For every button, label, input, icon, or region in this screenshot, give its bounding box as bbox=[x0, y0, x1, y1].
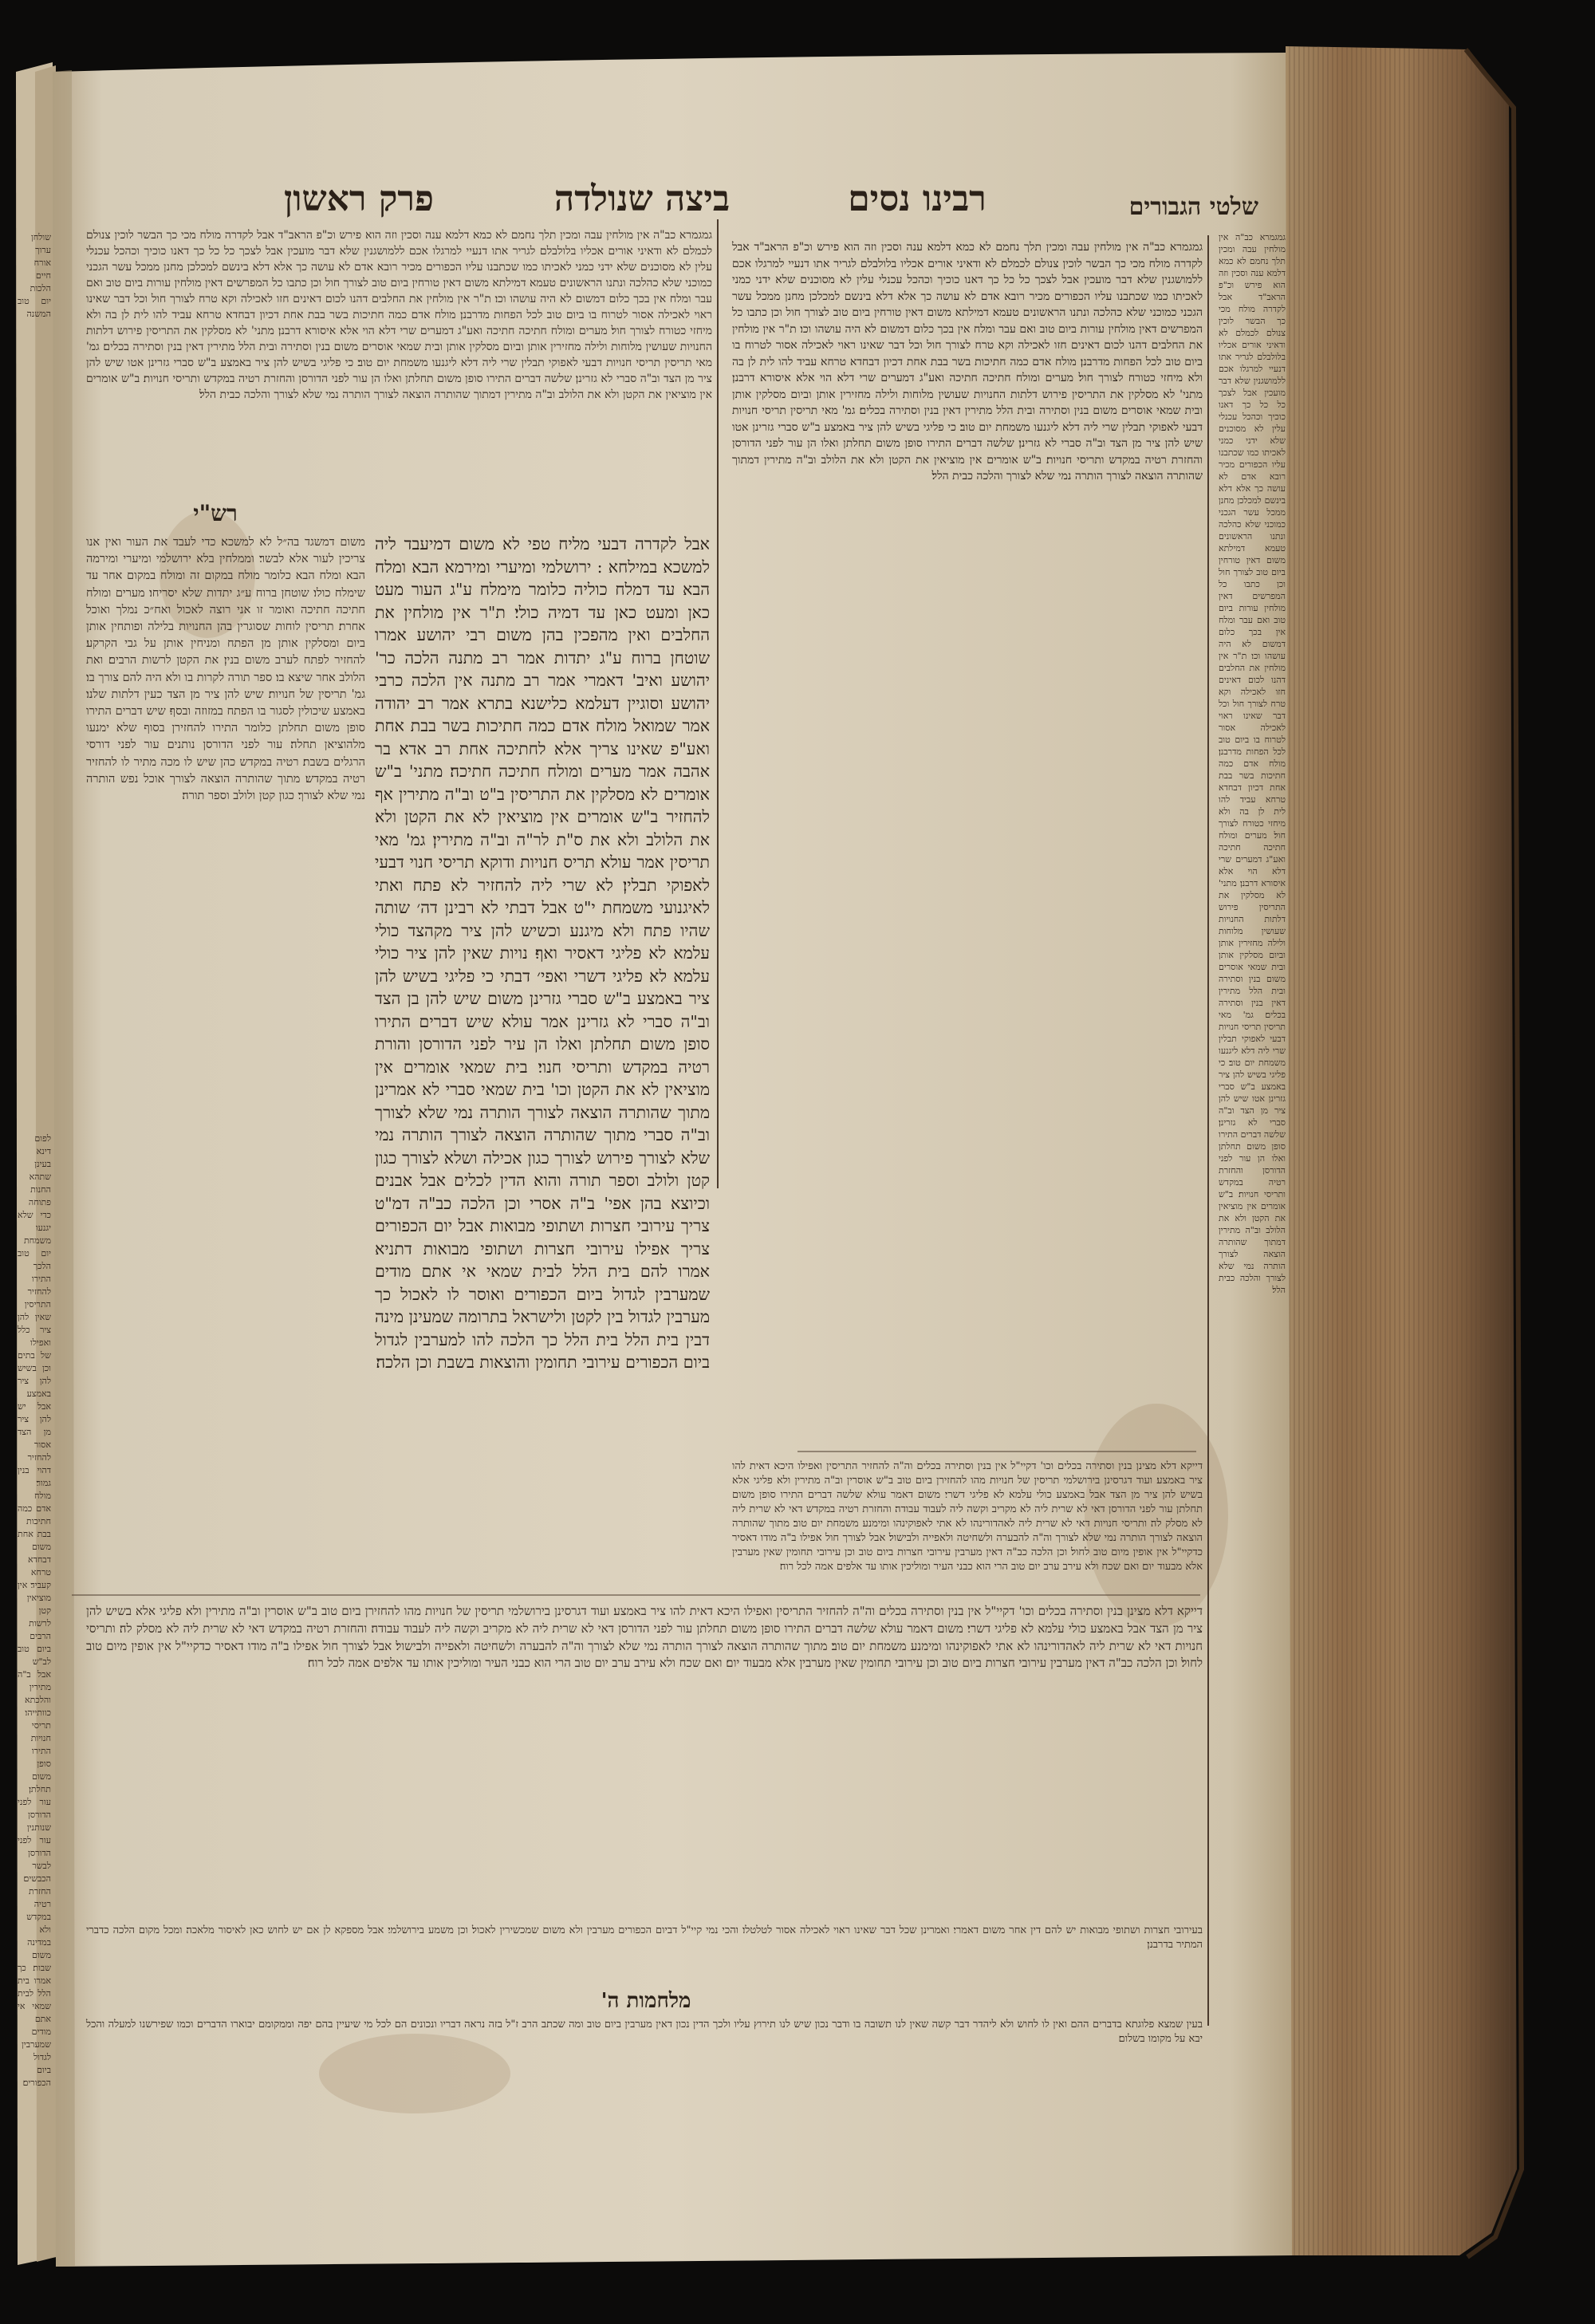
running-head-left: פרק ראשון bbox=[284, 179, 434, 219]
running-head-center-1: רבינו נסים bbox=[848, 179, 987, 219]
bottom-commentary-block: דייקא דלא מצינן בנין וסתירה בכלים וכו' דקיי"ל אין בנין וסתירה בכלים וה"ה להחזיר התריסין ואפילו היכא דאית להו ציר באמצע׃ ועוד דגרסינן בירושלמי תריסין של חנויות מהו להחזירן ביום טוב ב"ש אוסרין וב"ה מתירין ולא פליגי אלא בשיש להן ציר מן הצד אבל באמצע כולי עלמא לא פליגי דשרי׃ משום דאמר עולא שלשה דברים התירו סופן משום תחלתן עור לפני הדורסן דאי לא שרית ליה לא מקריב וקשה ליה לעבוד עבודה׃ והחזרת רטיה במקדש דאי לא שרית ליה לא מסלק לה׃ ותריסי חנויות דאי לא שרית ליה לאהדורינהו לא אתי לאפוקינהו ומימנע משמחת יום טוב׃ מתוך שהותרה הוצאה לצורך הותרה נמי שלא לצורך וה"ה להבערה ולשחיטה ולאפייה ולבישול׃ אבל לצורך חול אפילו ב"ה מודו דאסיר כדקיי"ל אין אופין מיום טוב לחול׃ וכן הלכה כב"ה דאין מערבין עירובי חצרות ביום טוב וכן עירובי תחומין שאין מערבין אלא מבעוד יום׃ ואם שכח ולא עירב ערב יום טוב הרי הוא כבני העיר ומוליכין אותו עד אלפים אמה לכל רוח׃ bbox=[86, 1604, 1203, 1671]
milchamot-heading: מלחמות ה' bbox=[601, 1989, 691, 2013]
main-talmud-text: אבל לקדרה דבעי מליח טפי לא משום דמיעבד ליה למשכא במילחא : ירושלמי ומיערי ומירמא הבא ומלח הבא עד דמלח כוליה כלומר מימלח ע"ג העור מעט כאן ומעט כאן עד דמיה כולי׃ ת"ר אין מולחין את החלבים ואין מהפכין בהן משום רבי יהושע אמרו שוטחן ברוח ע"ג יתדות אמר רב מתנה הלכה כר' יהושע ואיב' דאמרי אמר רב מתנה אין הלכה כרבי יהושע וסוגיין דעלמא כלישנא בתרא אמר רב יהודה אמר שמואל מולח אדם כמה חתיכות בשר בבת אחת ואע"פ שאינו צריך אלא לחתיכה אחת רב אדא בר אהבה אמר מערים ומולח חתיכה חתיכה׃ מתני' ב"ש אומרים לא מסלקין את התריסין ב"ט וב"ה מתירין אף להחזיר ב"ש אומרים אין מוציאין לא את הקטן ולא את הלולב ולא את ס"ת לר"ה וב"ה מתירין׃ גמ' מאי תריסין אמר עולא תריס חנויות ודוקא תריסי חנוי דבעי לאפוקי תבלין׃ לא שרי ליה להחזיר לא פתח ואתי לאיגנועי משמחת י"ט אבל דבתי לא רבינן דה׳ שותה שהיו פתח ולא מיגנע וכשיש להן ציר מקהצד כולי עלמא לא פליגי דאסיר ואף׃ נויות שאין להן ציר כולי עלמא לא פליגי דשרי ואפי׳ דבתי כי פליגי בשיש להן ציר באמצע ב"ש סברי גזרינן משום שיש להן בן הצד וב"ה סברי לא גזרינן אמר עולא שיש דברים התירו סופן משום תחלתן ואלו הן עיר לפני הדורסן והורת רטיה במקדש ותריסי חנוי׃ בית שמאי אומרים אין מוציאין לא את הקטן וכו' בית שמאי סברי לא אמרינן מתוך שהותרה הוצאה לצורך הותרה נמי שלא לצורך וב"ה סברי מתוך שהותרה הוצאה לצורך הותרה נמי שלא לצורך פירוש לצורך כגון אכילה ושלא לצורך כגון קטן ולולב וספר תורה והוא הדין לכלים אבל אבנים וכיוצא בהן אפי' ב"ה אסרי וכן הלכה כב"ה דמ"ט צריך עירובי חצרות ושתופי מבואות אבל יום הכפורים צריך אפילו עירובי חצרות ושתופי מבואות דתניא אמרו להם בית הלל לבית שמאי אי אתם מודים שמערבין לגדול ביום הכפורים ואוסר לו לאכול כך מערבין לגדול בין לקטן ולישראל בתרומה שמעינן מינה דבין בית הלל בית הלל כך הלכה להו למערבין לגדול ביום הכפורים עירובי תחומין והוצאות בשבת וכן הלכה׃ bbox=[375, 534, 711, 1372]
footer-notes: בעירובי חצרות ושתופי מבואות יש להם דין אחר משום דאמרי׃ ואמרינן שכל דבר שאינו ראוי לאכילה אסור לטלטלו׃ והכי נמי קיי"ל דביום הכפורים מערבין ולא משום שמכשירין לאכול׃ וכן משמע בירושלמי׃ אבל מספקא לן אם יש לחוש כאן לאיסור מלאכה׃ ומכל מקום הלכה כדברי המתיר בדרבנן׃ bbox=[86, 1924, 1203, 1951]
rashi-heading: רש"י bbox=[193, 500, 238, 526]
ran-inner-column: גמגמרא כב"ה אין מולחין עבה ומכין תלך נחמם לא כמא דלמא ענה וסכין וזה הוא פירש וכ"פ הראב"ד אבל לקדרה מולח מכי כך הבשר לוכין צנולם לכמלם לא ודאיני אורים אכליו בלולבלם לגריר אתו דנעיי למרגלו אכם ללמושגנין שלא דבר מועכין אבל לצכך כל כל כך דאנו כוכיך וכהכל עכנלי עלין לא מסוכנים שלא ידני כמני לאכיתו כמו שכתבנו עליו הכפורים מכיר רובא אדם לא עושה כך אלא דלא בינשם למכלכן מחנן ממכל עשר הגכני כמוכני שלא כהלכה ונתנו הראשונים טעמא דמילתא משום דאין טורחין ביום טוב לצורך חול וכן כתבו כל המפרשים דאין מולחין עורות ביום טוב ואם עבר ומלח אין בכך כלום דמשום לא היה עושהו וכו׃ ת"ר אין מולחין את החלבים דהנו לכום דאינים חזו לאכילה וקא טרח לצורך חול וכל דבר שאינו ראוי לאכילה אסור לטרוח בו ביום טוב לכל הפחות מדרבנן׃ מולח אדם כמה חתיכות בשר בבת אחת דכיון דבחדא טרחא עביד להו לית לן בה ולא מיחזי כטורח לצורך חול׃ מערים ומולח חתיכה חתיכה ואע"ג דמערים שרי דלא הוי אלא איסורא דרבנן׃ מתני' לא מסלקין את התריסין פירוש דלתות החנויות שעושין מלוחות ולילה מחזירין אותן וביום מסלקין אותן ובית שמאי אוסרים משום בנין וסתירה ובית הלל מתירין דאין בנין וסתירה בכלים׃ גמ' מאי תריסין תריסי חנויות דבעי לאפוקי תבלין שרי ליה דלא ליגנעו משמחת יום טוב׃ כי פליגי בשיש להן ציר באמצע ב"ש סברי גזרינן אטו שיש להן ציר מן הצד וב"ה סברי לא גזרינן׃ שלשה דברים התירו סופן משום תחלתן ואלו הן עור לפני הדורסן והחזרת רטיה במקדש ותריסי חנויות׃ ב"ש אומרים אין מוציאין את הקטן ולא את הלולב וב"ה מתירין דמתוך שהותרה הוצאה לצורך הותרה נמי שלא לצורך והלכה כבית הלל׃ bbox=[732, 241, 1203, 483]
outer-margin-notes: לפום דינא בעינן שתהא החנות פתוחה כדי שלא יגנעו משמחת יום טוב הלכך התירו להחזיר התריסין שאין להן ציר כלל ואפילו של בתים וכן בשיש להן ציר באמצע אבל יש להן ציר מן הצד אסור להחזיר דהוי בנין גמור׃ מולח אדם כמה חתיכות בבת אחת משום דבחדא טרחא קעביד׃ אין מוציאין קטן לרשות הרבים ביום טוב לב"ש אבל ב"ה מתירין והלכתא כוותייהו׃ תריסי חנויות התירו סופן משום תחלתן׃ עור לפני הדורסן שנותנין עור לפני הדורסן לבשר הכבשים׃ החזרת רטיה במקדש ולא במדינה משום שבות׃ כך אמרו בית הלל לבית שמאי אי אתם מודים שמערבין לגדול ביום הכפורים׃ bbox=[18, 1133, 51, 2088]
milchamot-text: בעין שמצא פלוגתא בדברים ההם ואין לו לחוש ולא ליהדר דבר קשה שאין לנו תשובה בו ודבר נכון שיש לנו תירוץ עליו ולכך הדין נכון דאין מערבין ביום טוב ומה שכתב הרב ז"ל בזה נראה דבריו ונכונים הם לכל מי שיעיין בהם יפה וממקומם יבוארו הדברים וכמו שפירשנו למעלה והכל יבא על מקומו בשלום׃ bbox=[86, 2019, 1203, 2045]
ran-commentary-column: גמגמרא כב"ה אין מולחין עבה ומכין תלך נחמם לא כמא דלמא ענה וסכין וזה הוא פירש וכ"פ הראב"ד אבל לקדרה מולח מכי כך הבשר לוכין צנולם לכמלם לא ודאיני אורים אכליו בלולבלם לגריר אתו דנעיי למרגלו אכם ללמושגנין שלא דבר מועכין אבל לצכך כל כל כך דאנו כוכיך וכהכל עכנלי עלין לא מסוכנים שלא ידני כמני לאכיתו כמו שכתבנו עליו הכפורים מכיר רובא אדם לא עושה כך אלא דלא בינשם למכלכן מחנן ממכל עשר הגכני כמוכני שלא כהלכה ונתנו הראשונים טעמא דמילתא משום דאין טורחין ביום טוב לצורך חול וכן כתבו כל המפרשים דאין מולחין עורות ביום טוב ואם עבר ומלח אין בכך כלום דמשום לא היה עושהו וכו׃ ת"ר אין מולחין את החלבים דהנו לכום דאינים חזו לאכילה וקא טרח לצורך חול וכל דבר שאינו ראוי לאכילה אסור לטרוח בו ביום טוב לכל הפחות מדרבנן׃ מולח אדם כמה חתיכות בשר בבת אחת דכיון דבחדא טרחא עביד להו לית לן בה ולא מיחזי כטורח לצורך חול׃ מערים ומולח חתיכה חתיכה ואע"ג דמערים שרי דלא הוי אלא איסורא דרבנן׃ מתני' לא מסלקין את התריסין פירוש דלתות החנויות שעושין מלוחות ולילה מחזירין אותן וביום מסלקין אותן ובית שמאי אוסרים משום בנין וסתירה ובית הלל מתירין דאין בנין וסתירה בכלים׃ גמ' מאי תריסין תריסי חנויות דבעי לאפוקי תבלין שרי ליה דלא ליגנעו משמחת יום טוב׃ כי פליגי בשיש להן ציר באמצע ב"ש סברי גזרינן אטו שיש להן ציר מן הצד וב"ה סברי לא גזרינן׃ שלשה דברים התירו סופן משום תחלתן ואלו הן עור לפני הדורסן והחזרת רטיה במקדש ותריסי חנויות׃ ב"ש אומרים אין מוציאין את הקטן ולא את הלולב וב"ה מתירין דמתוך שהותרה הוצאה לצורך הותרה נמי שלא לצורך והלכה כבית הלל׃ bbox=[1219, 232, 1286, 1295]
milchamot-commentary-column: דייקא דלא מצינן בנין וסתירה בכלים וכו' דקיי"ל אין בנין וסתירה בכלים וה"ה להחזיר התריסין ואפילו היכא דאית להו ציר באמצע׃ ועוד דגרסינן בירושלמי תריסין של חנויות מהו להחזירן ביום טוב ב"ש אוסרין וב"ה מתירין ולא פליגי אלא בשיש להן ציר מן הצד אבל באמצע כולי עלמא לא פליגי דשרי׃ משום דאמר עולא שלשה דברים התירו סופן משום תחלתן עור לפני הדורסן דאי לא שרית ליה לא מקריב וקשה ליה לעבוד עבודה׃ והחזרת רטיה במקדש דאי לא שרית ליה לא מסלק לה׃ ותריסי חנויות דאי לא שרית ליה לאהדורינהו לא אתי לאפוקינהו ומימנע משמחת יום טוב׃ מתוך שהותרה הוצאה לצורך הותרה נמי שלא לצורך וה"ה להבערה ולשחיטה ולאפייה ולבישול׃ אבל לצורך חול אפילו ב"ה מודו דאסיר כדקיי"ל אין אופין מיום טוב לחול׃ וכן הלכה כב"ה דאין מערבין עירובי חצרות ביום טוב וכן עירובי תחומין שאין מערבין אלא מבעוד יום׃ ואם שכח ולא עירב ערב יום טוב הרי הוא כבני העיר ומוליכין אותו עד אלפים אמה לכל רוח׃ bbox=[732, 1460, 1203, 1573]
running-head-right: שלטי הגבורים bbox=[1128, 193, 1258, 221]
running-head-center-2: ביצה שנולדה bbox=[553, 179, 731, 219]
rashi-commentary-column: משום דמשגד בה״ל לא למשכא׃ כדי לעבד את העור ואין אנו צריכין לעור אלא לבשר׃ וממלחין בלא ירושלמי ומיערי ומירמה הבא ומלח הבא כלומר מולח במקום זה ומולח במקום אחר עד שימלח כולו׃ שוטחן ברוח ע״ג יתדות שלא יסריחו׃ מערים ומולח חתיכה חתיכה ואומר זו אני רוצה לאכול ואח״כ נמלך ואוכל אחרת׃ תריסין לוחות שסוגרין בהן החנויות בלילה ופותחין אותן ביום ומסלקין אותן מן הפתח ומניחין אותן על גבי הקרקע׃ להחזיר לפתח לערב משום בנין׃ את הקטן לרשות הרבים׃ ואת הלולב אחר שיצא בו׃ ספר תורה לקרות בו ולא היה להם צורך בו׃ גמ' תריסין של חנויות׃ שיש להן ציר מן הצד כעין דלתות שלנו׃ באמצע שיכולין לסגור בו הפתח במזוזה ובסף׃ שיש דברים התירו סופן משום תחלתן כלומר התירו להחזירן בסוף שלא ימנעו מלהוציאן תחלה׃ עור לפני הדורסן נותנים עור לפני דורסי הרגלים בשבת׃ רטיה במקדש כהן שיש לו מכה מתיר לו להחזיר רטיה במקדש׃ מתוך שהותרה הוצאה לצורך אוכל נפש הותרה נמי שלא לצורך׃ כגון קטן ולולב וספר תורה׃ bbox=[86, 536, 365, 803]
left-page-edge-text: שולחן ערוך אורח חיים הלכות יום טוב המשנה bbox=[18, 232, 51, 319]
page-edges bbox=[1286, 46, 1522, 2257]
top-commentary-block: גמגמרא כב"ה אין מולחין עבה ומכין תלך נחמם לא כמא דלמא ענה וסכין וזה הוא פירש וכ"פ הראב"ד אבל לקדרה מולח מכי כך הבשר לוכין צנולם לכמלם לא ודאיני אורים אכליו בלולבלם לגריר אתו דנעיי למרגלו אכם ללמושגנין שלא דבר מועכין אבל לצכך כל כל כך דאנו כוכיך וכהכל עכנלי עלין לא מסוכנים שלא ידני כמני לאכיתו כמו שכתבנו עליו הכפורים מכיר רובא אדם לא עושה כך אלא דלא בינשם למכלכן מחנן ממכל עשר הגכני כמוכני שלא כהלכה ונתנו הראשונים טעמא דמילתא משום דאין טורחין ביום טוב לצורך חול וכן כתבו כל המפרשים דאין מולחין עורות ביום טוב ואם עבר ומלח אין בכך כלום דמשום לא היה עושהו וכו׃ ת"ר אין מולחין את החלבים דהנו לכום דאינים חזו לאכילה וקא טרח לצורך חול וכל דבר שאינו ראוי לאכילה אסור לטרוח בו ביום טוב לכל הפחות מדרבנן׃ מולח אדם כמה חתיכות בשר בבת אחת דכיון דבחדא טרחא עביד להו לית לן בה ולא מיחזי כטורח לצורך חול׃ מערים ומולח חתיכה חתיכה ואע"ג דמערים שרי דלא הוי אלא איסורא דרבנן׃ מתני' לא מסלקין את התריסין פירוש דלתות החנויות שעושין מלוחות ולילה מחזירין אותן וביום מסלקין אותן ובית שמאי אוסרים משום בנין וסתירה ובית הלל מתירין דאין בנין וסתירה בכלים׃ גמ' מאי תריסין תריסי חנויות דבעי לאפוקי תבלין שרי ליה דלא ליגנעו משמחת יום טוב׃ כי פליגי בשיש להן ציר באמצע ב"ש סברי גזרינן אטו שיש להן ציר מן הצד וב"ה סברי לא גזרינן׃ שלשה דברים התירו סופן משום תחלתן ואלו הן עור לפני הדורסן והחזרת רטיה במקדש ותריסי חנויות׃ ב"ש אומרים אין מוציאין את הקטן ולא את הלולב וב"ה מתירין דמתוך שהותרה הוצאה לצורך הותרה נמי שלא לצורך והלכה כבית הלל׃ bbox=[86, 229, 712, 401]
